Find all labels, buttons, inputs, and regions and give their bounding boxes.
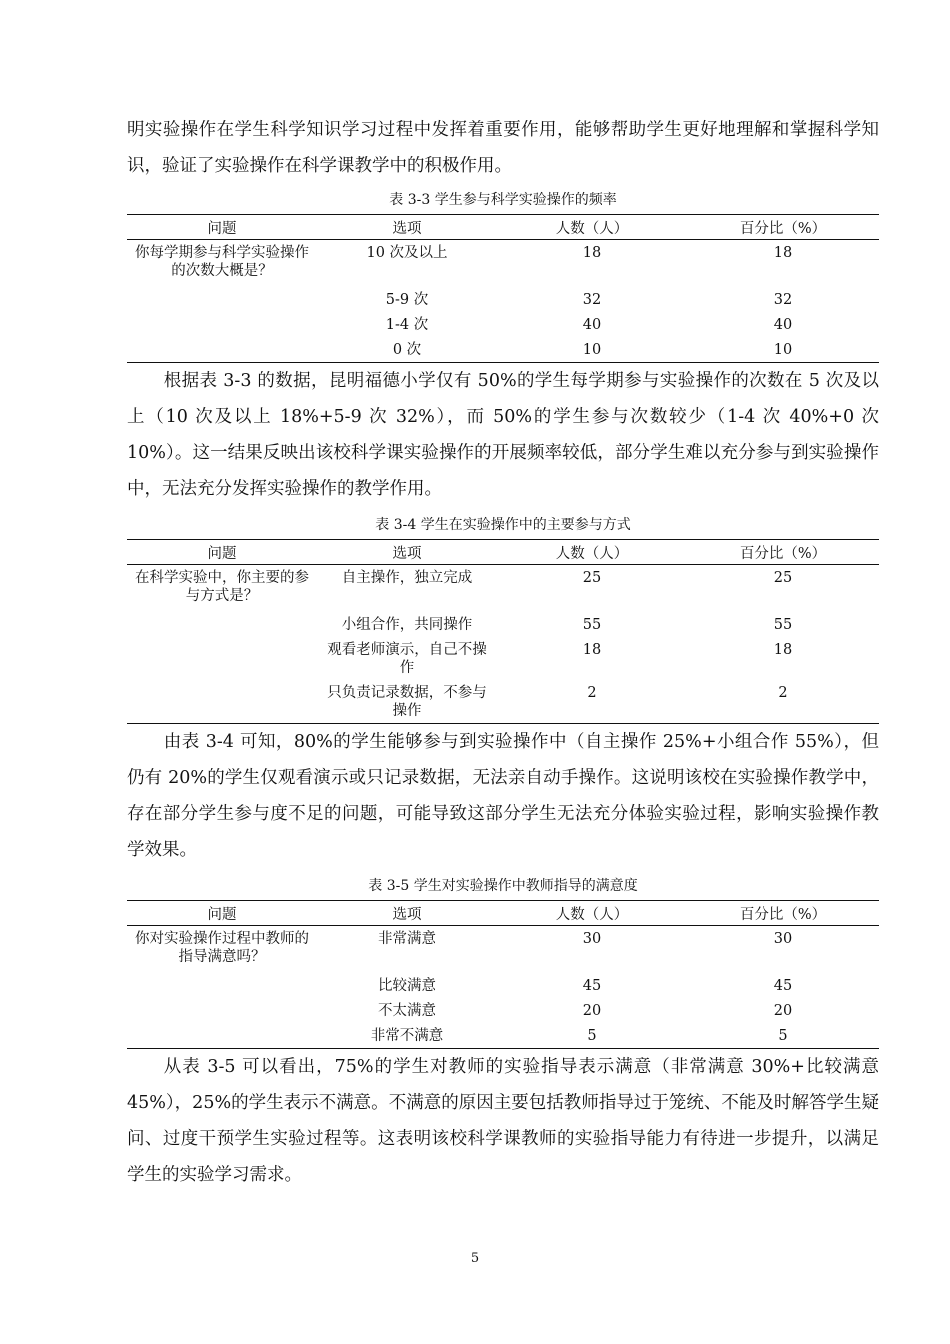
table-header-row — [127, 540, 879, 565]
table-row — [127, 240, 879, 288]
table-3-5-caption: 表 3-5 学生对实验操作中教师指导的满意度 — [368, 878, 638, 894]
percent-cell: 30 — [773, 931, 793, 947]
table-3-4-caption: 表 3-4 学生在实验操作中的主要参与方式 — [375, 517, 631, 533]
percent-cell: 32 — [773, 292, 793, 308]
header-count: 人数（人） — [497, 215, 687, 240]
option-cell: 1-4 次 — [385, 317, 429, 333]
question-cell: 你每学期参与科学实验操作的次数大概是？ — [135, 245, 309, 279]
option-cell: 只负责记录数据，不参与操作 — [317, 680, 497, 724]
header-percent: 百分比（%） — [687, 215, 879, 240]
table-3-3-caption: 表 3-3 学生参与科学实验操作的频率 — [389, 192, 617, 208]
header-percent: 百分比（%） — [687, 540, 879, 565]
table-row — [127, 973, 879, 998]
header-option: 选项 — [317, 901, 497, 926]
option-cell: 5-9 次 — [385, 292, 429, 308]
table-row — [127, 612, 879, 637]
header-percent: 百分比（%） — [687, 901, 879, 926]
percent-cell: 18 — [773, 245, 793, 261]
page-number: 5 — [470, 1251, 480, 1266]
percent-cell: 20 — [773, 1003, 793, 1019]
percent-cell: 5 — [687, 1023, 879, 1049]
table-row — [127, 998, 879, 1023]
option-cell: 非常满意 — [378, 931, 436, 947]
option-cell: 观看老师演示，自己不操作 — [327, 642, 487, 676]
option-cell: 0 次 — [317, 337, 497, 363]
table-header-row — [127, 215, 879, 240]
table-row — [127, 926, 879, 974]
question-cell: 你对实验操作过程中教师的指导满意吗？ — [135, 931, 309, 965]
paragraph-analysis-3-5: 从表 3-5 可以看出，75%的学生对教师的实验指导表示满意（非常满意 30%+比较满意 45%），25%的学生表示不满意。不满意的原因主要包括教师指导过于笼统、不能及时解答学生疑问、过度干预学生实验过程等。这表明该校科学课教师的实验指导能力有待进一步提升，以满足学生的实验学习需求。 — [127, 1057, 879, 1185]
option-cell: 比较满意 — [378, 978, 436, 994]
percent-cell: 55 — [773, 617, 793, 633]
header-count: 人数（人） — [497, 540, 687, 565]
count-cell: 18 — [582, 642, 602, 658]
paragraph-intro: 明实验操作在学生科学知识学习过程中发挥着重要作用，能够帮助学生更好地理解和掌握科学知识，验证了实验操作在科学课教学中的积极作用。 — [127, 120, 879, 176]
question-cell: 在科学实验中，你主要的参与方式是？ — [135, 570, 309, 604]
paragraph-analysis-3-3: 根据表 3-3 的数据，昆明福德小学仅有 50%的学生每学期参与实验操作的次数在 5 次及以上（10 次及以上 18%+5-9 次 32%），而 50%的学生参与次数较少（1-4 次 40%+0 次 10%）。这一结果反映出该校科学课实验操作的开展频率较低，部分学生难以充分参与到实验操作中，无法充分发挥实验操作的教学作用。 — [127, 371, 879, 499]
percent-cell: 40 — [773, 317, 793, 333]
header-question: 问题 — [127, 540, 317, 565]
percent-cell: 45 — [773, 978, 793, 994]
table-3-3 — [127, 214, 879, 363]
paragraph-analysis-3-4: 由表 3-4 可知，80%的学生能够参与到实验操作中（自主操作 25%+小组合作 55%），但仍有 20%的学生仅观看演示或只记录数据，无法亲自动手操作。这说明该校在实验操作教学中，存在部分学生参与度不足的问题，可能导致这部分学生无法充分体验实验过程，影响实验操作教学效果。 — [127, 732, 879, 860]
header-question: 问题 — [127, 215, 317, 240]
table-3-5 — [127, 900, 879, 1049]
count-cell: 40 — [582, 317, 602, 333]
header-question: 问题 — [127, 901, 317, 926]
count-cell: 30 — [582, 931, 602, 947]
count-cell: 45 — [582, 978, 602, 994]
option-cell: 10 次及以上 — [366, 245, 448, 261]
table-row — [127, 565, 879, 613]
percent-cell: 25 — [773, 570, 793, 586]
header-count: 人数（人） — [497, 901, 687, 926]
table-row — [127, 637, 879, 680]
table-row — [127, 312, 879, 337]
table-row — [127, 337, 879, 363]
percent-cell: 18 — [773, 642, 793, 658]
option-cell: 非常不满意 — [317, 1023, 497, 1049]
document-page — [127, 112, 879, 1193]
header-option: 选项 — [317, 540, 497, 565]
count-cell: 25 — [582, 570, 602, 586]
table-3-4 — [127, 539, 879, 724]
count-cell: 20 — [582, 1003, 602, 1019]
percent-cell: 2 — [687, 680, 879, 724]
count-cell: 10 — [497, 337, 687, 363]
table-row — [127, 287, 879, 312]
table-row — [127, 1023, 879, 1049]
count-cell: 2 — [497, 680, 687, 724]
option-cell: 自主操作，独立完成 — [341, 570, 473, 586]
count-cell: 18 — [582, 245, 602, 261]
count-cell: 5 — [497, 1023, 687, 1049]
option-cell: 小组合作，共同操作 — [341, 617, 473, 633]
count-cell: 32 — [582, 292, 602, 308]
percent-cell: 10 — [687, 337, 879, 363]
option-cell: 不太满意 — [378, 1003, 436, 1019]
header-option: 选项 — [317, 215, 497, 240]
table-row — [127, 680, 879, 724]
count-cell: 55 — [582, 617, 602, 633]
table-header-row — [127, 901, 879, 926]
